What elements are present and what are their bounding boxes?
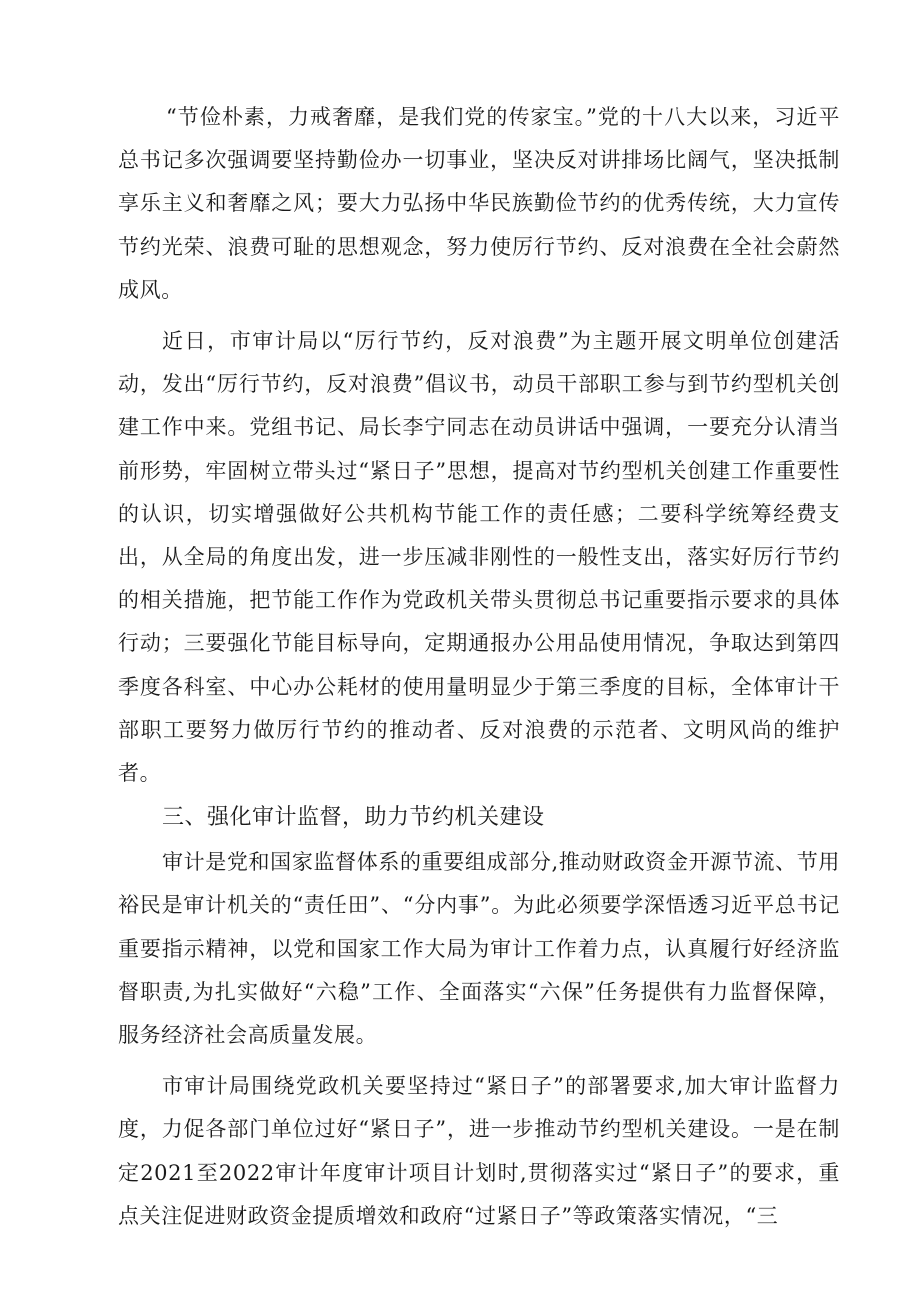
paragraph-audit-supervision-role: 审计是党和国家监督体系的重要组成部分,推动财政资金开源节流、节用裕民是审计机关的“责任田”、“分内事”。为此必须要学深悟透习近平总书记重要指示精神，以党和国家工作大局为审计工作着力点，认真履行好经济监督职责,为扎实做好“六稳”工作、全面落实“六保”任务提供有力监督保障，服务经济社会高质量发展。 <box>118 850 840 1048</box>
paragraph-audit-bureau-campaign: 近日，市审计局以“厉行节约，反对浪费”为主题开展文明单位创建活动，发出“厉行节约，反对浪费”倡议书，动员干部职工参与到节约型机关创建工作中来。党组书记、局长李宁同志在动员讲话中强调，一要充分认清当前形势，牢固树立带头过“紧日子”思想，提高对节约型机关创建工作重要性的认识，切实增强做好公共机构节能工作的责任感；二要科学统筹经费支出，从全局的角度出发，进一步压减非刚性的一般性支出，落实好厉行节约的相关措施，把节能工作作为党政机关带头贯彻总书记重要指示要求的具体行动；三要强化节能目标导向，定期通报办公用品使用情况，争取达到第四季度各科室、中心办公耗材的使用量明显少于第三季度的目标，全体审计干部职工要努力做厉行节约的推动者、反对浪费的示范者、文明风尚的维护者。 <box>118 329 840 786</box>
paragraph-frugality-tradition: “节俭朴素，力戒奢靡，是我们党的传家宝。”党的十八大以来，习近平总书记多次强调要坚持勤俭办一切事业，坚决反对讲排场比阔气，坚决抵制享乐主义和奢靡之风；要大力弘扬中华民族勤俭节约的优秀传统，大力宣传节约光荣、浪费可耻的思想观念，努力使厉行节约、反对浪费在全社会蔚然成风。 <box>118 105 840 302</box>
paragraph-audit-measures: 市审计局围绕党政机关要坚持过“紧日子”的部署要求,加大审计监督力度，力促各部门单位过好“紧日子”，进一步推动节约型机关建设。一是在制定2021至2022审计年度审计项目计划时,贯彻落实过“紧日子”的要求，重点关注促进财政资金提质增效和政府“过紧日子”等政策落实情况，“三 <box>118 1074 840 1228</box>
document-page <box>118 96 840 1238</box>
section-heading: 三、强化审计监督，助力节约机关建设 <box>162 805 545 831</box>
